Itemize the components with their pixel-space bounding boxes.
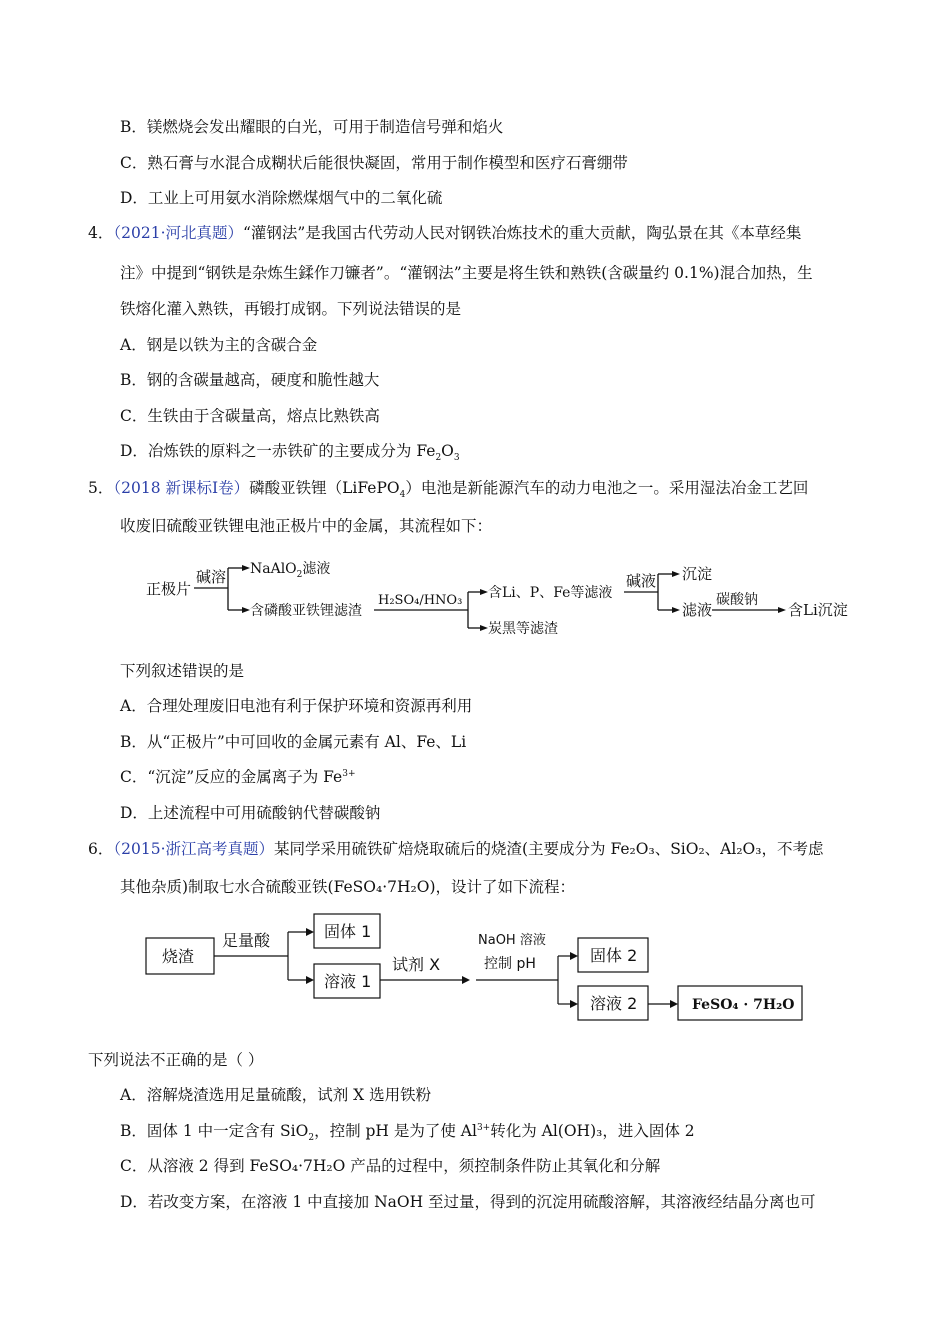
q6-flow-ph: 控制 pH xyxy=(484,956,536,972)
q5-flow-out1-sub: 2 xyxy=(296,570,303,580)
q5-stem-line2: 收废旧硫酸亚铁锂电池正极片中的金属，其流程如下： xyxy=(120,517,493,535)
q5-flow-step1: 碱溶 xyxy=(196,568,227,586)
q6-source: （2015·浙江高考真题） xyxy=(113,840,274,858)
q3-option-b: B．镁燃烧会发出耀眼的白光，可用于制造信号弹和焰火 xyxy=(120,118,504,136)
q5-option-d: D．上述流程中可用硫酸钠代替碳酸钠 xyxy=(120,804,381,822)
q4-stem-line1 xyxy=(88,222,801,244)
q6-option-b-mid: ，控制 pH 是为了使 Al xyxy=(314,1122,477,1140)
q3-option-c: C．熟石膏与水混合成糊状后能很快凝固，常用于制作模型和医疗石膏绷带 xyxy=(120,154,628,172)
q5-flow-out1-pre: NaAlO xyxy=(250,561,297,577)
q6-stem-line2: 其他杂质)制取七水合硫酸亚铁(FeSO₄·7H₂O)，设计了如下流程： xyxy=(120,878,575,896)
q4-stem-line3: 铁熔化灌入熟铁，再锻打成钢。下列说法错误的是 xyxy=(120,300,462,318)
q5-stem1-sub: 4 xyxy=(399,490,406,501)
q6-flow-solid2: 固体 2 xyxy=(590,946,638,965)
q6-option-b-sup: 3+ xyxy=(476,1122,491,1133)
q4-option-d-sub2: 3 xyxy=(453,453,460,464)
q4-option-d xyxy=(120,440,460,462)
q6-option-b-sub: 2 xyxy=(308,1133,315,1144)
q5-source: （2018 新课标Ⅰ卷） xyxy=(113,479,250,497)
q5-flow-out1 xyxy=(250,560,330,580)
q6-flow-naoh: NaOH 溶液 xyxy=(478,933,546,948)
q5-flow-product: 含Li沉淀 xyxy=(788,601,848,619)
q4-number: 4． xyxy=(88,224,114,242)
q5-option-c xyxy=(120,766,356,788)
q5-prompt: 下列叙述错误的是 xyxy=(120,662,245,680)
q5-flow-reagent: 碳酸钠 xyxy=(716,592,758,608)
q6-flow-reagent: 试剂 X xyxy=(392,955,441,974)
q5-flow-filtrate: 含Li、P、Fe等滤液 xyxy=(488,585,613,601)
q4-option-d-text: D．冶炼铁的原料之一赤铁矿的主要成分为 Fe xyxy=(120,442,436,460)
q6-number: 6． xyxy=(88,840,114,858)
q3-option-d: D．工业上可用氨水消除燃煤烟气中的二氧化硫 xyxy=(120,189,443,207)
q6-flow-sol1: 溶液 1 xyxy=(324,972,372,991)
q5-option-c-sup: 3+ xyxy=(342,768,356,779)
q6-option-a: A．溶解烧渣选用足量硫酸，试剂 X 选用铁粉 xyxy=(120,1086,432,1104)
q4-source: （2021·河北真题） xyxy=(113,224,243,242)
q5-flow-diagram xyxy=(140,552,860,646)
q5-option-b: B．从“正极片”中可回收的金属元素有 Al、Fe、Li xyxy=(120,733,467,751)
q6-prompt: 下列说法不正确的是（ ） xyxy=(88,1051,264,1069)
q6-option-c: C．从溶液 2 得到 FeSO₄·7H₂O 产品的过程中，须控制条件防止其氧化和分解 xyxy=(120,1157,661,1175)
q6-flow-solid1: 固体 1 xyxy=(324,922,372,941)
q5-stem-line1 xyxy=(88,477,808,499)
q6-option-b-post: 转化为 Al(OH)₃，进入固体 2 xyxy=(490,1122,695,1140)
q4-option-c: C．生铁由于含碳量高，熔点比熟铁高 xyxy=(120,407,380,425)
q5-option-c-text: C．“沉淀”反应的金属离子为 Fe xyxy=(120,768,343,786)
q5-option-a: A．合理处理废旧电池有利于保护环境和资源再利用 xyxy=(120,697,473,715)
q6-flow-sol2: 溶液 2 xyxy=(590,994,638,1013)
q6-option-b xyxy=(120,1120,695,1142)
q6-stem1: 某同学采用硫铁矿焙烧取硫后的烧渣(主要成分为 Fe₂O₃、SiO₂、Al₂O₃，不考虑 xyxy=(274,840,824,858)
q5-flow-acid: H₂SO₄/HNO₃ xyxy=(378,593,463,608)
q4-option-d-mid: O xyxy=(441,442,454,460)
q4-option-d-sub1: 2 xyxy=(435,453,442,464)
q5-stem1-pre: 磷酸亚铁锂（LiFePO xyxy=(249,479,400,497)
q5-number: 5． xyxy=(88,479,114,497)
q5-flow-filtrate2: 滤液 xyxy=(682,601,713,619)
q4-stem-line2: 注》中提到“钢铁是杂炼生鍒作刀镰者”。“灌钢法”主要是将生铁和熟铁(含碳量约 0.1%)混合加热，生 xyxy=(120,264,813,282)
q6-flow-diagram xyxy=(140,908,820,1030)
q5-flow-out1-post: 滤液 xyxy=(302,561,331,577)
q6-flow-product: FeSO₄ · 7H₂O xyxy=(692,997,795,1013)
q6-flow-acid: 足量酸 xyxy=(222,931,271,950)
q6-option-b-pre: B．固体 1 中一定含有 SiO xyxy=(120,1122,309,1140)
q5-flow-carbon: 炭黑等滤渣 xyxy=(488,621,558,637)
q5-flow-residue: 含磷酸亚铁锂滤渣 xyxy=(250,603,362,619)
q4-option-a: A．钢是以铁为主的含碳合金 xyxy=(120,336,318,354)
q5-stem1-post: ）电池是新能源汽车的动力电池之一。采用湿法冶金工艺回 xyxy=(405,479,809,497)
q6-flow-start: 烧渣 xyxy=(162,947,195,966)
q6-option-d: D．若改变方案，在溶液 1 中直接加 NaOH 至过量，得到的沉淀用硫酸溶解，其溶液经结晶分离也可 xyxy=(120,1193,816,1211)
q6-stem-line1 xyxy=(88,838,823,860)
q4-option-b: B．钢的含碳量越高，硬度和脆性越大 xyxy=(120,371,380,389)
q5-flow-step2: 碱液 xyxy=(626,572,657,590)
q5-flow-start: 正极片 xyxy=(146,580,192,598)
q5-flow-precip: 沉淀 xyxy=(682,565,713,583)
q4-stem1: “灌钢法”是我国古代劳动人民对钢铁冶炼技术的重大贡献，陶弘景在其《本草经集 xyxy=(243,224,802,242)
